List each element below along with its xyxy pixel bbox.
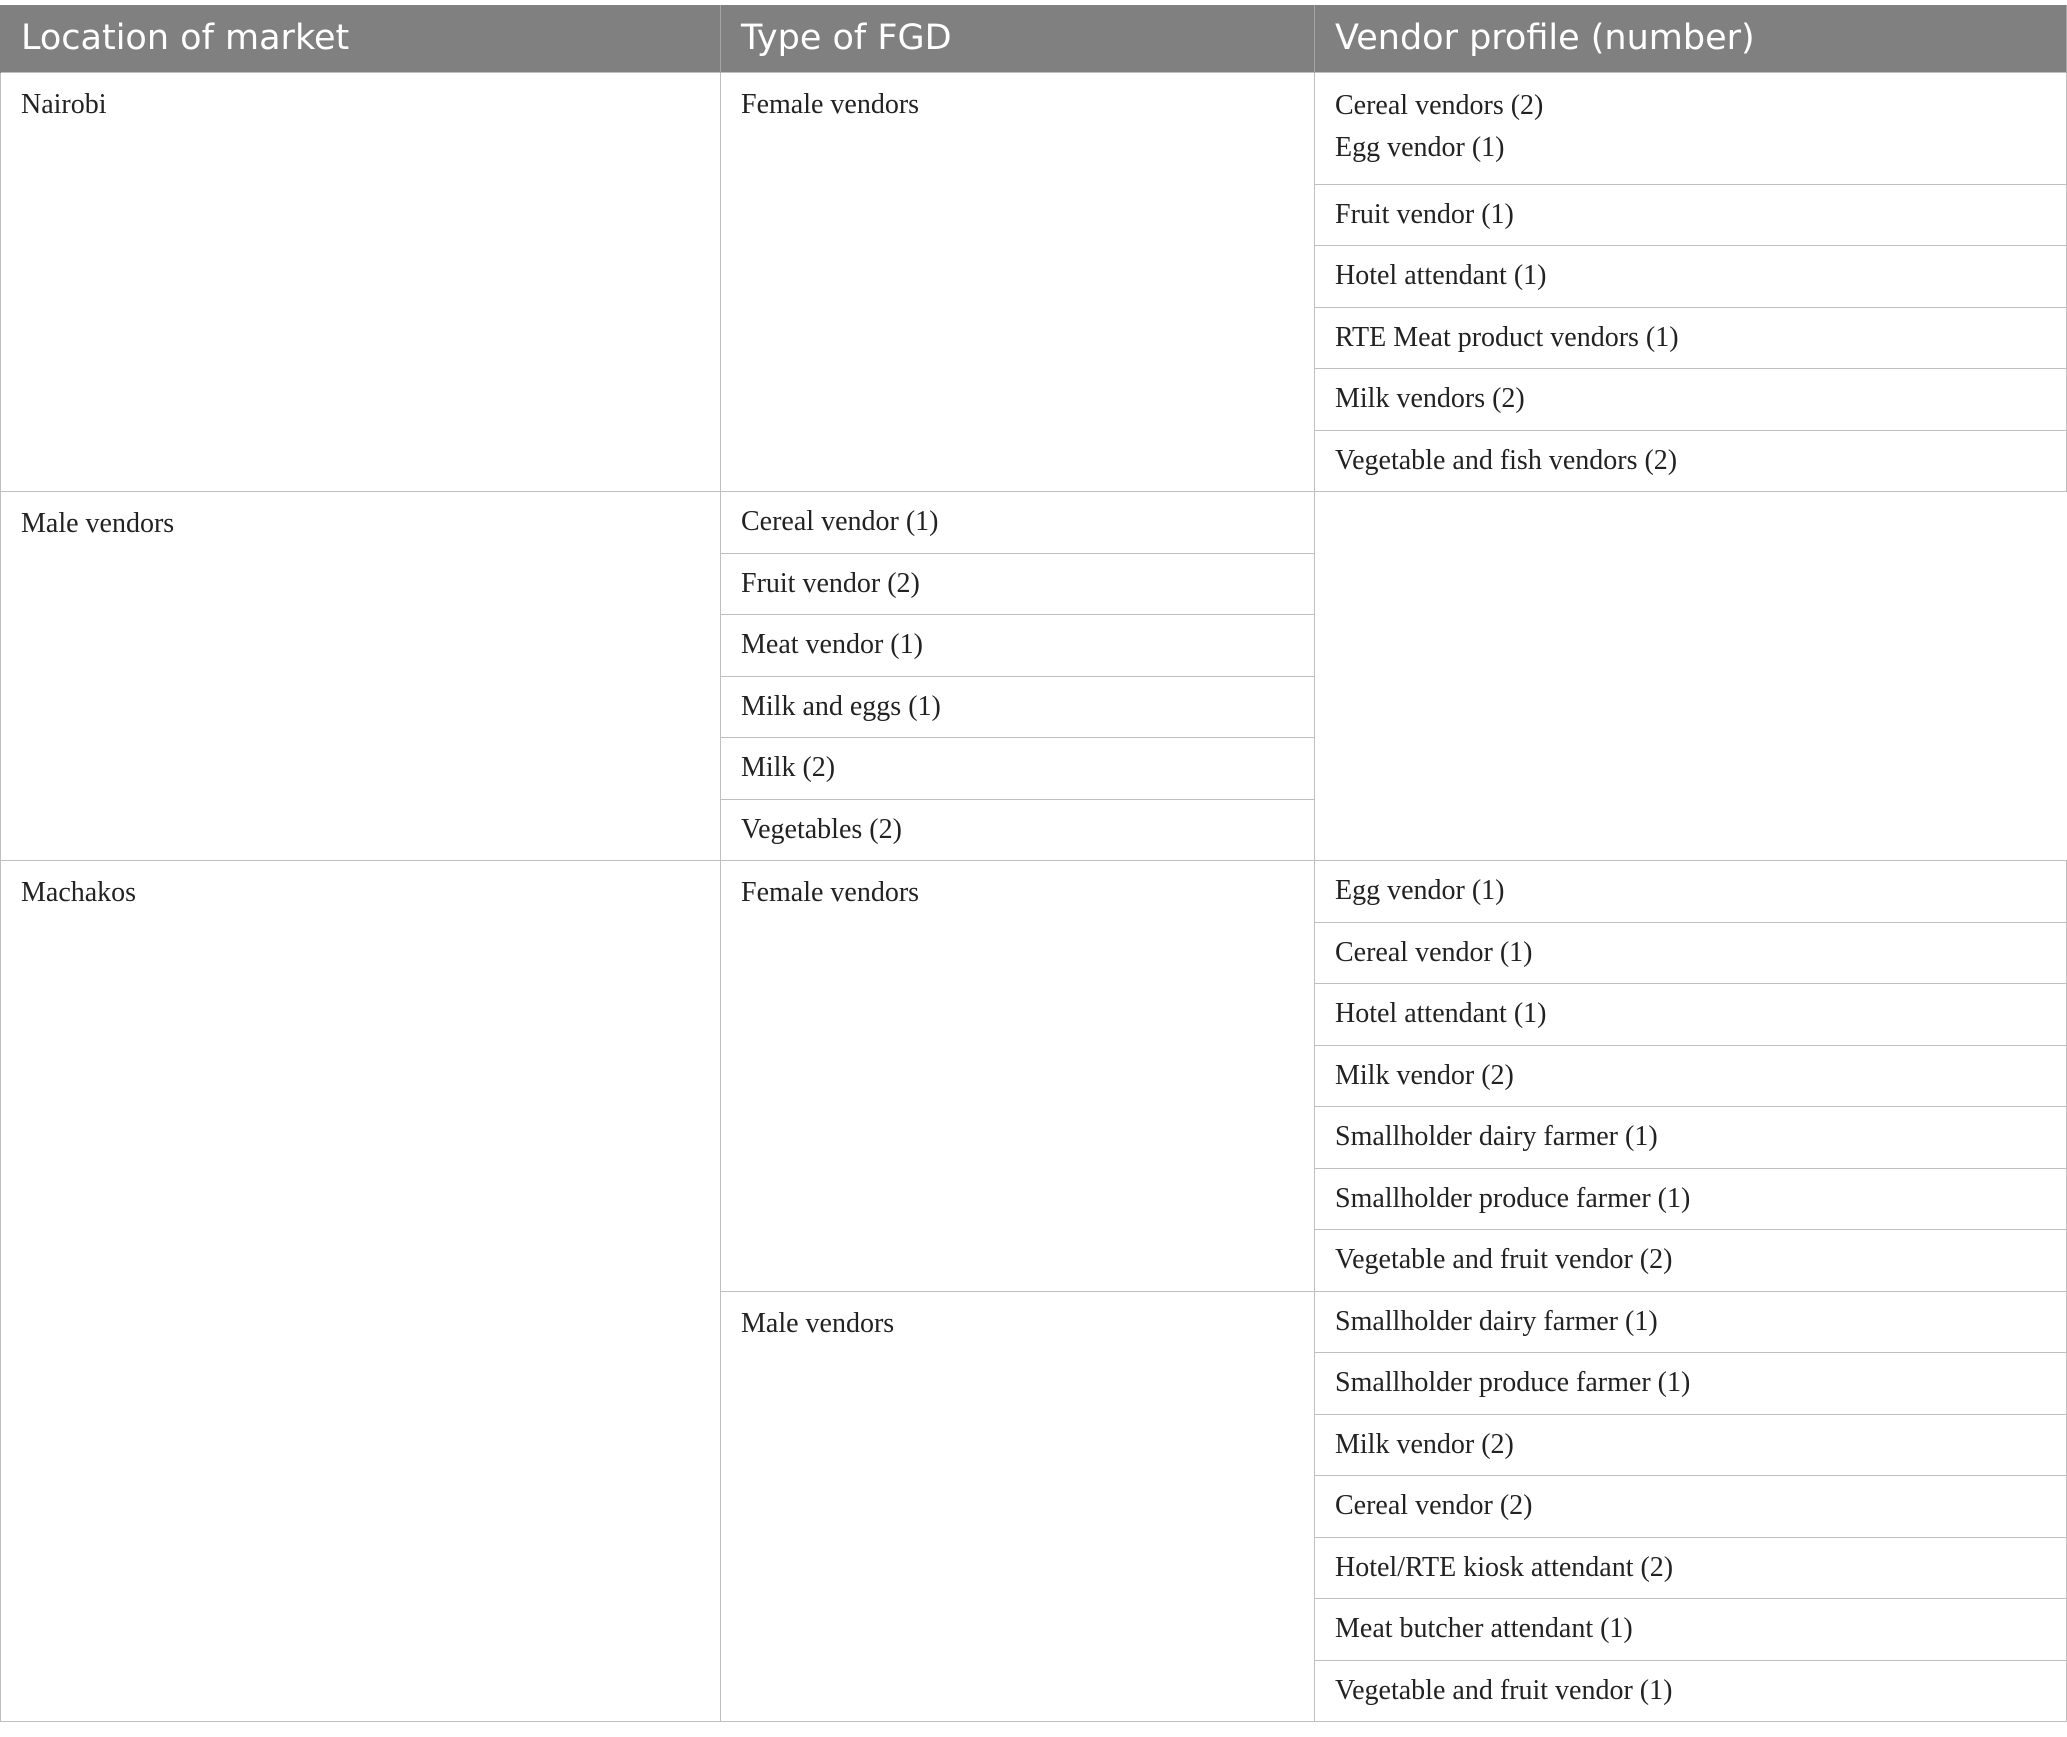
profile-cell bbox=[1315, 1414, 2067, 1476]
header-vendor-profile: Vendor profile (number) bbox=[1315, 5, 2067, 72]
table-row bbox=[1, 72, 2067, 184]
profile-item: Hotel/RTE kiosk attendant (2) bbox=[1335, 1551, 1674, 1583]
profile-item: Hotel attendant (1) bbox=[1335, 260, 1547, 291]
profile-item: Vegetable and fruit vendor (2) bbox=[1335, 1244, 1673, 1275]
profile-cell bbox=[1315, 1476, 2067, 1538]
profile-item: Smallholder produce farmer (1) bbox=[1335, 1182, 1691, 1214]
profile-cell bbox=[721, 738, 1315, 800]
table-header bbox=[1, 5, 2067, 72]
profile-item: Milk vendor (2) bbox=[1335, 1059, 1514, 1091]
profile-item: Egg vendor (1) bbox=[1335, 131, 1505, 163]
header-row bbox=[1, 5, 2067, 72]
fgd-type-cell: Male vendors bbox=[1, 492, 721, 861]
profile-cell bbox=[1315, 369, 2067, 431]
profile-cell bbox=[721, 492, 1315, 554]
profile-item: Smallholder dairy farmer (1) bbox=[1335, 1305, 1658, 1337]
profile-item: Cereal vendors (2) bbox=[1335, 89, 1544, 121]
profile-item: Cereal vendor (1) bbox=[741, 506, 939, 537]
profile-cell bbox=[1315, 184, 2067, 246]
profile-cell bbox=[1315, 1291, 2067, 1353]
fgd-type-cell: Male vendors bbox=[721, 1291, 1315, 1722]
profile-item: Fruit vendor (2) bbox=[741, 567, 920, 599]
profile-cell bbox=[1315, 1660, 2067, 1722]
profile-cell bbox=[1315, 72, 2067, 184]
profile-cell bbox=[1315, 861, 2067, 923]
header-location: Location of market bbox=[1, 5, 721, 72]
profile-item: Milk vendor (2) bbox=[1335, 1428, 1514, 1460]
profile-item: Milk vendors (2) bbox=[1335, 383, 1525, 414]
profile-item: RTE Meat product vendors (1) bbox=[1335, 321, 1679, 353]
fgd-type-cell: Female vendors bbox=[721, 861, 1315, 1292]
vendor-profile-table-container bbox=[0, 5, 2066, 1722]
header-fgd-type: Type of FGD bbox=[721, 5, 1315, 72]
profile-item: Egg vendor (1) bbox=[1335, 875, 1505, 906]
table-row bbox=[1, 861, 2067, 923]
profile-cell bbox=[721, 615, 1315, 677]
profile-cell bbox=[1315, 246, 2067, 308]
profile-cell bbox=[1315, 1599, 2067, 1661]
profile-item: Vegetables (2) bbox=[741, 813, 902, 845]
profile-cell bbox=[721, 676, 1315, 738]
profile-cell bbox=[1315, 984, 2067, 1046]
table-row bbox=[1, 492, 2067, 554]
profile-cell bbox=[1315, 1107, 2067, 1169]
location-cell-nairobi: Nairobi bbox=[1, 72, 721, 492]
profile-item: Fruit vendor (1) bbox=[1335, 198, 1514, 230]
location-cell-machakos: Machakos bbox=[1, 861, 721, 1722]
profile-cell bbox=[1315, 1353, 2067, 1415]
profile-item: Hotel attendant (1) bbox=[1335, 998, 1547, 1029]
profile-cell bbox=[721, 553, 1315, 615]
profile-cell bbox=[1315, 307, 2067, 369]
profile-item: Cereal vendor (2) bbox=[1335, 1490, 1533, 1521]
vendor-profile-table bbox=[0, 5, 2067, 1722]
profile-item: Meat vendor (1) bbox=[741, 629, 923, 660]
profile-cell bbox=[1315, 1537, 2067, 1599]
table-body bbox=[1, 72, 2067, 1722]
profile-item: Milk (2) bbox=[741, 752, 836, 783]
profile-item: Milk and eggs (1) bbox=[741, 690, 941, 722]
fgd-type-cell: Female vendors bbox=[721, 72, 1315, 492]
profile-item: Smallholder produce farmer (1) bbox=[1335, 1367, 1691, 1398]
profile-cell bbox=[1315, 922, 2067, 984]
profile-cell bbox=[1315, 1045, 2067, 1107]
profile-item: Vegetable and fruit vendor (1) bbox=[1335, 1674, 1673, 1706]
profile-item: Smallholder dairy farmer (1) bbox=[1335, 1121, 1658, 1152]
profile-cell bbox=[1315, 1168, 2067, 1230]
profile-cell bbox=[721, 799, 1315, 861]
profile-item: Meat butcher attendant (1) bbox=[1335, 1613, 1633, 1644]
profile-item: Vegetable and fish vendors (2) bbox=[1335, 444, 1678, 476]
profile-item: Cereal vendor (1) bbox=[1335, 936, 1533, 968]
profile-cell bbox=[1315, 1230, 2067, 1292]
profile-cell bbox=[1315, 430, 2067, 492]
